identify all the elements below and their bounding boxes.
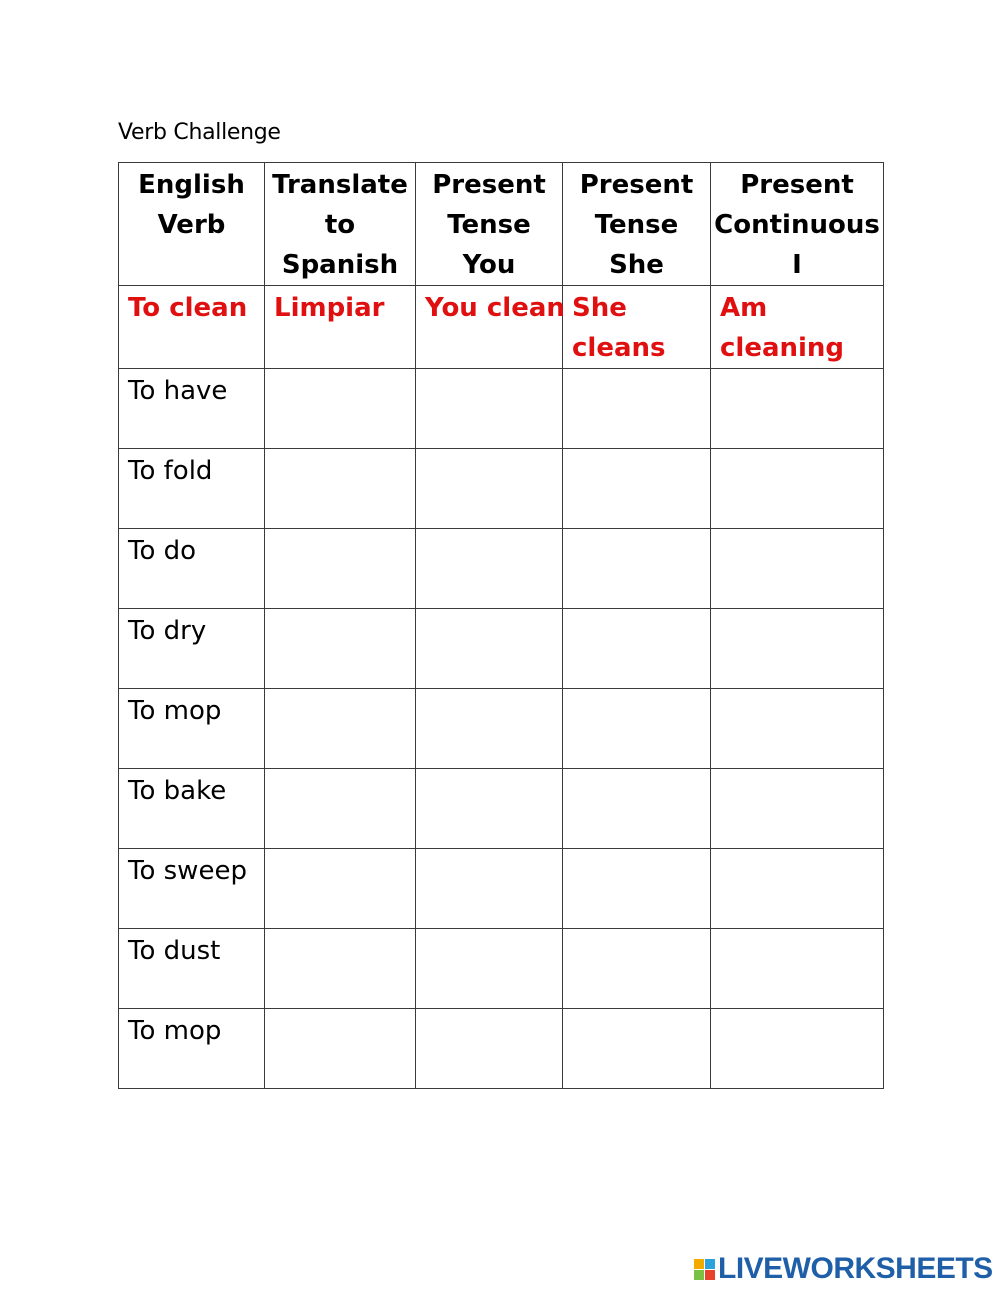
liveworksheets-logo-text: LIVEWORKSHEETS [718,1252,993,1285]
answer-present-you-input[interactable] [425,931,562,1008]
answer-present-continuous-cell[interactable] [711,609,884,689]
verb-cell: To mop [119,689,265,769]
answer-present-continuous-input[interactable] [720,851,883,928]
answer-present-she-cell[interactable] [563,689,711,769]
answer-spanish-cell[interactable] [265,1009,416,1089]
verb-cell: To mop [119,1009,265,1089]
answer-present-you-cell[interactable] [416,769,563,849]
liveworksheets-logo [694,1254,993,1284]
answer-spanish-cell[interactable] [265,849,416,929]
answer-present-you-cell[interactable] [416,529,563,609]
answer-present-continuous-input[interactable] [720,691,883,768]
example-present-you: You clean [416,286,563,369]
verb-table [118,162,884,1089]
answer-present-she-cell[interactable] [563,769,711,849]
header-row [119,163,884,286]
answer-present-continuous-cell[interactable] [711,369,884,449]
header-translate-to-spanish: Translate to Spanish [265,163,416,286]
answer-spanish-cell[interactable] [265,529,416,609]
answer-present-continuous-input[interactable] [720,531,883,608]
verb-cell: To have [119,369,265,449]
answer-spanish-input[interactable] [274,371,415,448]
answer-present-she-cell[interactable] [563,369,711,449]
table-row [119,769,884,849]
header-english-verb: English Verb [119,163,265,286]
logo-square [705,1259,715,1269]
example-row [119,286,884,369]
answer-spanish-input[interactable] [274,531,415,608]
table-row [119,529,884,609]
answer-spanish-input[interactable] [274,691,415,768]
answer-spanish-input[interactable] [274,611,415,688]
answer-present-you-input[interactable] [425,691,562,768]
answer-spanish-cell[interactable] [265,689,416,769]
answer-present-you-cell[interactable] [416,929,563,1009]
answer-present-you-cell[interactable] [416,1009,563,1089]
answer-spanish-input[interactable] [274,1011,415,1088]
logo-square [694,1270,704,1280]
answer-present-continuous-input[interactable] [720,611,883,688]
verb-cell: To bake [119,769,265,849]
header-present-continuous-i: Present Continuous I [711,163,884,286]
example-present-continuous: Am cleaning [711,286,884,369]
answer-spanish-cell[interactable] [265,449,416,529]
header-present-tense-she: Present Tense She [563,163,711,286]
answer-present-you-cell[interactable] [416,609,563,689]
answer-present-you-input[interactable] [425,1011,562,1088]
answer-present-continuous-input[interactable] [720,771,883,848]
answer-present-continuous-input[interactable] [720,931,883,1008]
answer-present-she-input[interactable] [572,611,710,688]
answer-present-she-input[interactable] [572,371,710,448]
answer-present-continuous-input[interactable] [720,1011,883,1088]
answer-present-she-cell[interactable] [563,929,711,1009]
answer-spanish-cell[interactable] [265,609,416,689]
answer-present-you-input[interactable] [425,531,562,608]
answer-spanish-cell[interactable] [265,369,416,449]
answer-present-she-cell[interactable] [563,529,711,609]
answer-present-she-input[interactable] [572,931,710,1008]
answer-present-continuous-cell[interactable] [711,929,884,1009]
answer-present-you-input[interactable] [425,771,562,848]
header-present-tense-you: Present Tense You [416,163,563,286]
table-row [119,609,884,689]
answer-present-you-cell[interactable] [416,849,563,929]
logo-square [705,1270,715,1280]
example-spanish: Limpiar [265,286,416,369]
answer-present-you-input[interactable] [425,371,562,448]
answer-present-she-input[interactable] [572,771,710,848]
answer-present-you-input[interactable] [425,851,562,928]
verb-cell: To dry [119,609,265,689]
answer-present-continuous-cell[interactable] [711,689,884,769]
answer-present-you-input[interactable] [425,451,562,528]
answer-present-continuous-cell[interactable] [711,1009,884,1089]
answer-present-continuous-input[interactable] [720,371,883,448]
answer-present-you-cell[interactable] [416,369,563,449]
answer-present-continuous-cell[interactable] [711,849,884,929]
table-row [119,929,884,1009]
verb-cell: To dust [119,929,265,1009]
answer-spanish-cell[interactable] [265,929,416,1009]
table-row [119,689,884,769]
logo-square [694,1259,704,1269]
table-row [119,369,884,449]
answer-spanish-cell[interactable] [265,769,416,849]
answer-present-she-cell[interactable] [563,849,711,929]
answer-present-you-input[interactable] [425,611,562,688]
verb-cell: To fold [119,449,265,529]
example-present-she: She cleans [563,286,711,369]
answer-spanish-input[interactable] [274,931,415,1008]
worksheet-title: Verb Challenge [118,120,281,145]
answer-present-continuous-input[interactable] [720,451,883,528]
table-row [119,1009,884,1089]
answer-present-she-input[interactable] [572,691,710,768]
liveworksheets-logo-icon [694,1259,715,1280]
answer-present-she-cell[interactable] [563,1009,711,1089]
answer-present-continuous-cell[interactable] [711,769,884,849]
answer-present-you-cell[interactable] [416,689,563,769]
answer-present-continuous-cell[interactable] [711,449,884,529]
answer-present-she-cell[interactable] [563,609,711,689]
verb-cell: To sweep [119,849,265,929]
answer-spanish-input[interactable] [274,771,415,848]
answer-spanish-input[interactable] [274,851,415,928]
answer-present-she-input[interactable] [572,851,710,928]
table-row [119,449,884,529]
answer-present-she-input[interactable] [572,451,710,528]
answer-present-she-input[interactable] [572,531,710,608]
example-english-verb: To clean [119,286,265,369]
answer-present-continuous-cell[interactable] [711,529,884,609]
answer-present-she-cell[interactable] [563,449,711,529]
answer-present-you-cell[interactable] [416,449,563,529]
verb-cell: To do [119,529,265,609]
answer-present-she-input[interactable] [572,1011,710,1088]
answer-spanish-input[interactable] [274,451,415,528]
table-row [119,849,884,929]
